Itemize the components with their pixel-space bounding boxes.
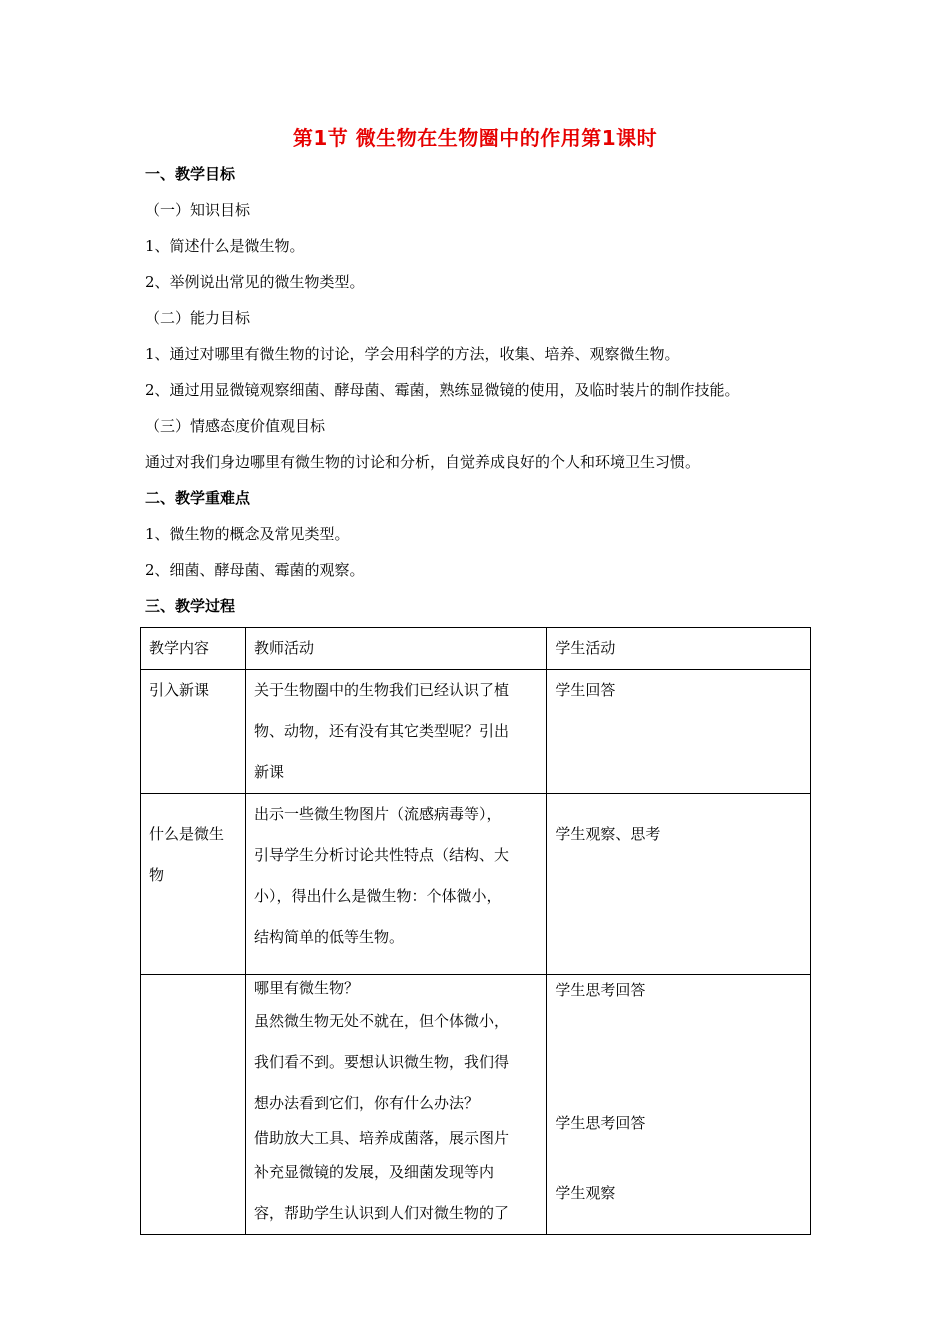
- goals-heading: 一、教学目标: [145, 165, 236, 183]
- teaching-process-table: [140, 627, 811, 1235]
- teacher-line: 结构简单的低等生物。: [254, 928, 405, 946]
- content-line: 物: [149, 866, 165, 884]
- knowledge-item-2: 2、举例说出常见的微生物类型。: [145, 273, 365, 291]
- page-title: 第1节 微生物在生物圈中的作用第1课时: [292, 126, 658, 150]
- teacher-line: 想办法看到它们，你有什么办法？: [254, 1094, 480, 1112]
- table-row: [141, 670, 811, 794]
- student-line: 学生思考回答: [555, 981, 646, 999]
- table-header-row: [141, 628, 811, 670]
- row1-content: 引入新课: [141, 670, 246, 794]
- knowledge-item-1: 1、简述什么是微生物。: [145, 237, 305, 255]
- row1-teacher: [246, 670, 547, 794]
- keypoints-heading: 二、教学重难点: [145, 489, 251, 507]
- teacher-line: 引导学生分析讨论共性特点（结构、大: [254, 846, 510, 864]
- process-heading: 三、教学过程: [145, 597, 236, 615]
- content-line: 什么是微生: [149, 825, 225, 843]
- knowledge-heading: （一）知识目标: [145, 201, 251, 219]
- teacher-line: 关于生物圈中的生物我们已经认识了植: [254, 681, 510, 699]
- header-teacher: 教师活动: [246, 628, 547, 670]
- student-line: 学生观察: [555, 1184, 616, 1202]
- row2-student: 学生观察、思考: [547, 794, 811, 975]
- teacher-line: 虽然微生物无处不就在，但个体微小，: [254, 1012, 510, 1030]
- table-row: [141, 975, 811, 1235]
- row2-teacher: [246, 794, 547, 975]
- emotion-heading: （三）情感态度价值观目标: [145, 417, 326, 435]
- teacher-line: 容，帮助学生认识到人们对微生物的了: [254, 1204, 510, 1222]
- header-student: 学生活动: [547, 628, 811, 670]
- keypoint-item-1: 1、微生物的概念及常见类型。: [145, 525, 350, 543]
- table-row: [141, 794, 811, 975]
- teacher-line: 我们看不到。要想认识微生物，我们得: [254, 1053, 510, 1071]
- teacher-line: 哪里有微生物？: [254, 979, 360, 997]
- row1-student: 学生回答: [547, 670, 811, 794]
- row3-student: [547, 975, 811, 1235]
- ability-item-1: 1、通过对哪里有微生物的讨论，学会用科学的方法，收集、培养、观察微生物。: [145, 345, 680, 363]
- row2-content: [141, 794, 246, 975]
- student-line: 学生思考回答: [555, 1114, 646, 1132]
- header-content: 教学内容: [141, 628, 246, 670]
- emotion-item-1: 通过对我们身边哪里有微生物的讨论和分析，自觉养成良好的个人和环境卫生习惯。: [145, 453, 701, 471]
- row3-teacher: [246, 975, 547, 1235]
- keypoint-item-2: 2、细菌、酵母菌、霉菌的观察。: [145, 561, 365, 579]
- teacher-line: 物、动物，还有没有其它类型呢？引出: [254, 722, 510, 740]
- teacher-line: 新课: [254, 763, 285, 781]
- row3-content: [141, 975, 246, 1235]
- ability-heading: （二）能力目标: [145, 309, 251, 327]
- teacher-line: 小），得出什么是微生物：个体微小，: [254, 887, 502, 905]
- ability-item-2: 2、通过用显微镜观察细菌、酵母菌、霉菌，熟练显微镜的使用，及临时装片的制作技能。: [145, 381, 740, 399]
- teacher-line: 借助放大工具、培养成菌落，展示图片: [254, 1129, 510, 1147]
- teacher-line: 补充显微镜的发展，及细菌发现等内: [254, 1163, 495, 1181]
- teacher-line: 出示一些微生物图片（流感病毒等），: [254, 805, 502, 823]
